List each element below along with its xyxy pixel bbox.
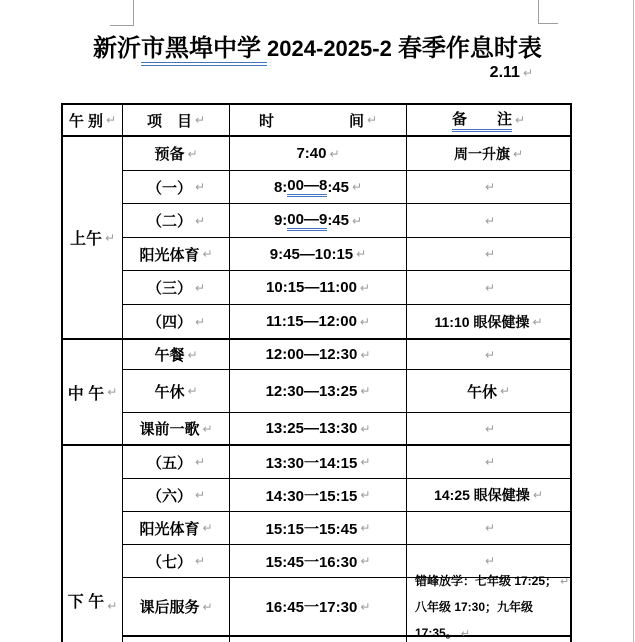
remark-cell [407, 573, 570, 640]
pilcrow-mark: ↵ [360, 554, 371, 568]
pilcrow-mark: ↵ [107, 385, 118, 399]
time-cell [230, 305, 407, 338]
table-row [123, 446, 570, 479]
pilcrow-mark: ↵ [352, 213, 363, 228]
pilcrow-mark: ↵ [460, 627, 470, 640]
item-label: （五） [146, 454, 192, 472]
item-label: （六） [146, 487, 192, 505]
pilcrow-mark: ↵ [194, 314, 206, 329]
remark-line [415, 568, 569, 594]
pilcrow-mark: ↵ [360, 347, 371, 362]
pilcrow-mark: ↵ [187, 384, 198, 398]
time-text: 12:00—12:30 [265, 346, 358, 363]
item-label: 阳光体育 [139, 520, 200, 538]
table-row [123, 370, 570, 413]
table-row [123, 479, 570, 512]
item-label: 课前一歌 [139, 421, 200, 438]
item-label: 预备 [154, 146, 185, 163]
pilcrow-mark: ↵ [194, 554, 206, 568]
time-cell [230, 637, 407, 642]
section-rows [123, 137, 570, 338]
time-underlined-text: 00—8 [287, 177, 327, 197]
page-margin-corner-right-icon [538, 0, 558, 24]
session-label: 上午 [69, 231, 102, 248]
pilcrow-mark: ↵ [484, 280, 496, 295]
pilcrow-mark: ↵ [194, 488, 206, 502]
section-afternoon [63, 446, 570, 642]
item-cell [123, 137, 230, 170]
time-cell [230, 545, 407, 577]
item-cell [123, 446, 230, 478]
remark-cell [407, 305, 570, 338]
remark-text: 14:25 眼保健操 [434, 487, 530, 503]
header-session-label: 午 别 [68, 112, 104, 130]
remark-cell [407, 446, 570, 478]
time-text: 11:15—12:00 [266, 313, 357, 330]
table-row [123, 340, 570, 370]
table-row [123, 305, 570, 338]
time-cell [230, 171, 407, 203]
session-cell [63, 340, 123, 444]
pilcrow-mark: ↵ [202, 421, 213, 436]
pilcrow-mark: ↵ [360, 521, 371, 535]
table-row [123, 137, 570, 171]
title-school-year: 2024-2025-2 [267, 36, 398, 61]
pilcrow-mark: ↵ [484, 247, 496, 261]
remark-cell [407, 479, 570, 511]
section-noon [63, 340, 570, 446]
time-text: 7:40 [296, 145, 327, 162]
date-note-text: 2.11 [489, 64, 520, 81]
pilcrow-mark: ↵ [359, 314, 370, 329]
time-cell [230, 512, 407, 544]
pilcrow-mark: ↵ [532, 314, 543, 329]
time-cell [230, 446, 407, 478]
item-cell [123, 479, 230, 511]
page-margin-corner-left-icon [110, 0, 134, 26]
remark-cell [407, 171, 570, 203]
pilcrow-mark: ↵ [202, 599, 213, 614]
pilcrow-mark: ↵ [484, 180, 496, 194]
remark-cell [407, 271, 570, 304]
pilcrow-mark: ↵ [532, 488, 543, 502]
section-morning [63, 137, 570, 340]
date-note [490, 64, 533, 82]
pilcrow-mark: ↵ [360, 421, 371, 436]
header-remark-label: 备 注 [452, 108, 512, 132]
pilcrow-mark: ↵ [360, 455, 371, 469]
pilcrow-mark: ↵ [360, 599, 371, 614]
item-label: （四） [146, 314, 192, 331]
item-cell [123, 238, 230, 270]
title-suffix: 春季作息时表 [397, 36, 542, 62]
time-text: 14:30一15:15 [265, 487, 358, 505]
item-label: （一） [146, 179, 192, 197]
pilcrow-mark: ↵ [202, 247, 213, 261]
pilcrow-mark: ↵ [514, 113, 526, 127]
time-cell [230, 413, 407, 444]
time-text: :45 [327, 212, 349, 229]
item-label: 午休 [154, 383, 185, 401]
item-cell [123, 637, 230, 642]
header-time [230, 105, 407, 135]
time-text: 10:15—11:00 [266, 279, 357, 296]
header-time-label: 时 间 [258, 112, 364, 130]
remark-cell [407, 370, 570, 412]
pilcrow-mark: ↵ [484, 554, 496, 568]
page-edge-line [633, 0, 634, 642]
time-cell [230, 137, 407, 170]
pilcrow-mark: ↵ [484, 213, 496, 228]
pilcrow-mark: ↵ [484, 421, 496, 436]
time-cell [230, 340, 407, 369]
item-cell [123, 305, 230, 338]
item-cell [123, 545, 230, 577]
pilcrow-mark: ↵ [194, 213, 206, 228]
table-row [123, 512, 570, 545]
remark-cell [407, 512, 570, 544]
item-cell [123, 413, 230, 444]
title-text: 新沂 [93, 36, 142, 62]
remark-text: 11:10 眼保健操 [434, 313, 530, 330]
time-cell [230, 370, 407, 412]
pilcrow-mark: ↵ [366, 113, 378, 127]
time-text: 9: [273, 212, 288, 229]
session-cell [63, 446, 123, 642]
table-header-row [63, 105, 570, 137]
item-label: 午餐 [154, 347, 185, 364]
pilcrow-mark: ↵ [107, 599, 118, 613]
item-cell [123, 340, 230, 369]
section-rows [123, 446, 570, 642]
pilcrow-mark: ↵ [194, 113, 206, 127]
remark-line [415, 594, 570, 642]
remark-cell [407, 238, 570, 270]
session-label: 下 午 [67, 594, 105, 611]
remark-text: 午休 [466, 383, 497, 401]
pilcrow-mark: ↵ [522, 66, 533, 80]
pilcrow-mark: ↵ [560, 575, 570, 588]
pilcrow-mark: ↵ [106, 113, 117, 127]
pilcrow-mark: ↵ [484, 455, 496, 469]
item-cell [123, 578, 230, 635]
section-rows [123, 340, 570, 444]
remark-cell [407, 413, 570, 444]
item-label: （二） [146, 213, 192, 230]
remark-cell [407, 137, 570, 170]
remark-text: 八年级 17:30；九年级 17:35。 [415, 599, 534, 640]
pilcrow-mark: ↵ [359, 280, 370, 295]
remark-cell [407, 637, 570, 642]
time-text: 9:45—10:15 [269, 245, 354, 263]
pilcrow-mark: ↵ [194, 180, 206, 194]
item-label: 课后服务 [139, 599, 200, 616]
header-item-label: 项 目 [146, 112, 192, 130]
time-underlined-text: 00—9 [287, 211, 327, 231]
pilcrow-mark: ↵ [499, 384, 511, 398]
remark-cell [407, 204, 570, 237]
time-text: 13:25—13:30 [265, 420, 358, 437]
pilcrow-mark: ↵ [360, 384, 371, 398]
item-cell [123, 271, 230, 304]
item-cell [123, 370, 230, 412]
pilcrow-mark: ↵ [104, 230, 116, 245]
item-label: （三） [146, 280, 192, 297]
session-label: 中 午 [67, 385, 105, 403]
time-text: 8: [273, 178, 288, 196]
pilcrow-mark: ↵ [484, 347, 496, 362]
time-cell [230, 271, 407, 304]
pilcrow-mark: ↵ [187, 146, 198, 161]
item-label: （七） [146, 553, 192, 571]
pilcrow-mark: ↵ [329, 146, 340, 161]
pilcrow-mark: ↵ [360, 488, 371, 502]
header-remark [407, 105, 570, 135]
time-text: :45 [327, 178, 349, 196]
time-cell [230, 578, 407, 635]
pilcrow-mark: ↵ [202, 521, 213, 535]
table-row [123, 271, 570, 305]
table-row [123, 238, 570, 271]
time-text: 15:45一16:30 [265, 553, 358, 571]
pilcrow-mark: ↵ [187, 347, 198, 362]
pilcrow-mark: ↵ [352, 180, 363, 194]
page-title [0, 28, 635, 63]
time-cell [230, 238, 407, 270]
table-row [123, 413, 570, 444]
table-row [123, 204, 570, 238]
remark-text: 周一升旗 [453, 145, 510, 162]
pilcrow-mark: ↵ [484, 521, 496, 535]
item-cell [123, 204, 230, 237]
item-label: 阳光体育 [139, 246, 200, 264]
time-text: 13:30一14:15 [265, 454, 358, 472]
session-cell [63, 137, 123, 338]
time-text: 12:30—13:25 [265, 382, 358, 400]
schedule-table [61, 103, 572, 642]
time-text: 16:45一17:30 [265, 599, 358, 616]
table-row [123, 573, 570, 640]
table-row-clipped [123, 637, 570, 642]
table-row [123, 171, 570, 204]
pilcrow-mark: ↵ [194, 280, 206, 295]
item-cell [123, 171, 230, 203]
pilcrow-mark: ↵ [356, 247, 367, 261]
header-session [63, 105, 123, 135]
header-item [123, 105, 230, 135]
time-cell [230, 204, 407, 237]
time-text: 15:15一15:45 [265, 520, 358, 538]
pilcrow-mark: ↵ [512, 146, 524, 161]
pilcrow-mark: ↵ [194, 455, 206, 469]
title-underlined-text: 市黑埠中学 [141, 36, 267, 66]
remark-text: 错峰放学：七年级 17:25； [415, 573, 558, 588]
item-cell [123, 512, 230, 544]
time-cell [230, 479, 407, 511]
remark-cell [407, 340, 570, 369]
